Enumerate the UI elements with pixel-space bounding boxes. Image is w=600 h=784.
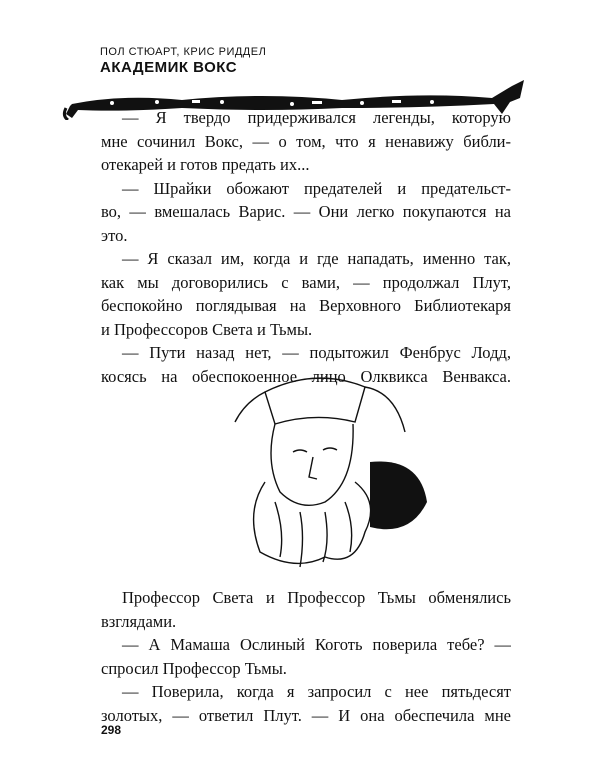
text-line: как мы договорились с вами, — продолжал Плут, [101, 272, 511, 292]
text-line: отекарей и готов предать их... [101, 155, 310, 174]
text-line: — Пути назад нет, — подытожил Фенбрус Лодд, [122, 343, 511, 362]
text-line: — Шрайки обожают предателей и предательст- [122, 178, 511, 198]
text-line: — Я сказал им, когда и где нападать, именно так, [122, 249, 511, 268]
running-header-title: АКАДЕМИК ВОКС [100, 59, 238, 76]
running-header-author: ПОЛ СТЮАРТ, КРИС РИДДЕЛ [100, 46, 267, 58]
text-line: это. [101, 225, 128, 245]
text-line: Профессор Света и Профессор Тьмы обменялись [122, 588, 511, 607]
illustration-bearded-man [205, 362, 430, 577]
text-line: золотых, — ответил Плут. — И она обеспечила мне [101, 705, 511, 725]
text-line: — Я твердо придерживался легенды, которую [122, 108, 511, 127]
text-line: во, — вмешалась Варис. — Они легко покупаются на [101, 202, 511, 221]
text-line: беспокойно поглядывая на Верховного Библиотекаря [101, 296, 511, 315]
text-line: — А Мамаша Ослиный Коготь поверила тебе? — [122, 635, 511, 654]
text-line: и Профессоров Света и Тьмы. [101, 319, 313, 339]
text-line: взглядами. [101, 611, 177, 631]
text-line: мне сочинил Вокс, — о том, что я ненавижу библи- [101, 131, 511, 151]
text-block-top [101, 106, 511, 388]
page-number: 298 [101, 723, 122, 737]
text-block-bottom [101, 586, 511, 727]
text-line: косясь на обеспокоенное лицо Олквикса Венвакса. [101, 366, 511, 386]
text-line: спросил Профессор Тьмы. [101, 658, 287, 678]
text-line: — Поверила, когда я запросил с нее пятьдесят [122, 682, 511, 701]
